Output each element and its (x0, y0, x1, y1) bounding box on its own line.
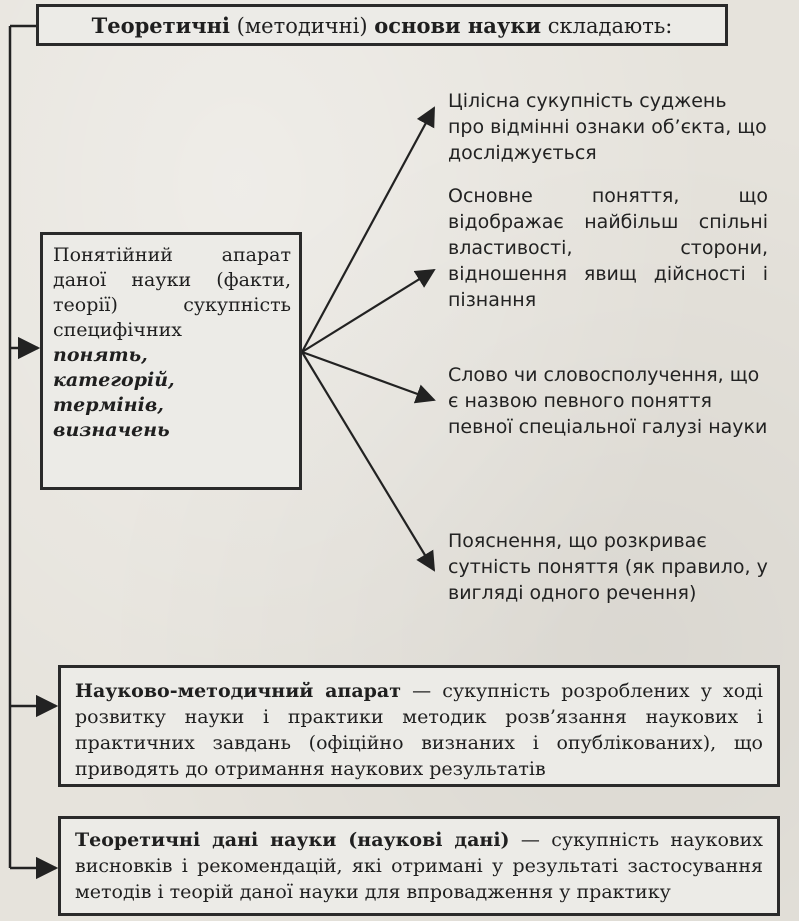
title-bold-foundations: основи науки (374, 13, 542, 38)
concept-term-definitions: визначень (53, 419, 170, 441)
title-bold-theoretical: Теоретичні (91, 13, 230, 38)
definition-category-text: Основне поняття, що відображає найбільш спільні властивості, сторони, відношення явищ дійсності і пізнання (448, 185, 768, 311)
theoretical-data-text: — сукупність наукових висновків і рекомендацій, які отримані у результаті застосування методів і теорій даної науки для впровадження у практику (75, 829, 763, 903)
concept-apparatus-box (40, 232, 302, 490)
methodical-apparatus-term: Науково-методичний апарат (75, 680, 401, 702)
title-consist: складають: (541, 14, 673, 38)
concept-term-categories: категорій, (53, 369, 175, 391)
arrow-to-definition-3 (302, 352, 434, 400)
definition-term-text: Слово чи словосполучення, що є назвою певного поняття певної спеціальної галузі науки (448, 364, 768, 438)
definition-definition-text: Пояснення, що розкриває сутність поняття (як правило, у вигляді одного речення) (448, 530, 768, 604)
theoretical-data-box (58, 816, 780, 916)
arrow-to-definition-1 (302, 108, 434, 352)
concept-apparatus-intro: Понятійний апарат даної науки (факти, теорії) сукупність специфічних (53, 244, 291, 341)
title-methodical: (методичні) (229, 14, 375, 38)
title-box (36, 4, 728, 46)
arrow-to-definition-2 (302, 270, 434, 352)
methodical-apparatus-box (58, 665, 780, 787)
definition-concept-text: Цілісна сукупність суджень про відмінні ознаки об’єкта, що досліджується (448, 90, 767, 164)
methodical-apparatus-text: — сукупність розроблених у ході розвитку науки і практики методик розв’язання наукових і практичних завдань (офіційно визнаних і опублікованих), що приводять до отримання наукових результатів (75, 680, 763, 780)
arrow-to-definition-4 (302, 352, 434, 570)
concept-term-concepts: понять, (53, 344, 148, 366)
theoretical-data-term: Теоретичні дані науки (наукові дані) (75, 829, 510, 851)
concept-term-terms: термінів, (53, 394, 164, 416)
